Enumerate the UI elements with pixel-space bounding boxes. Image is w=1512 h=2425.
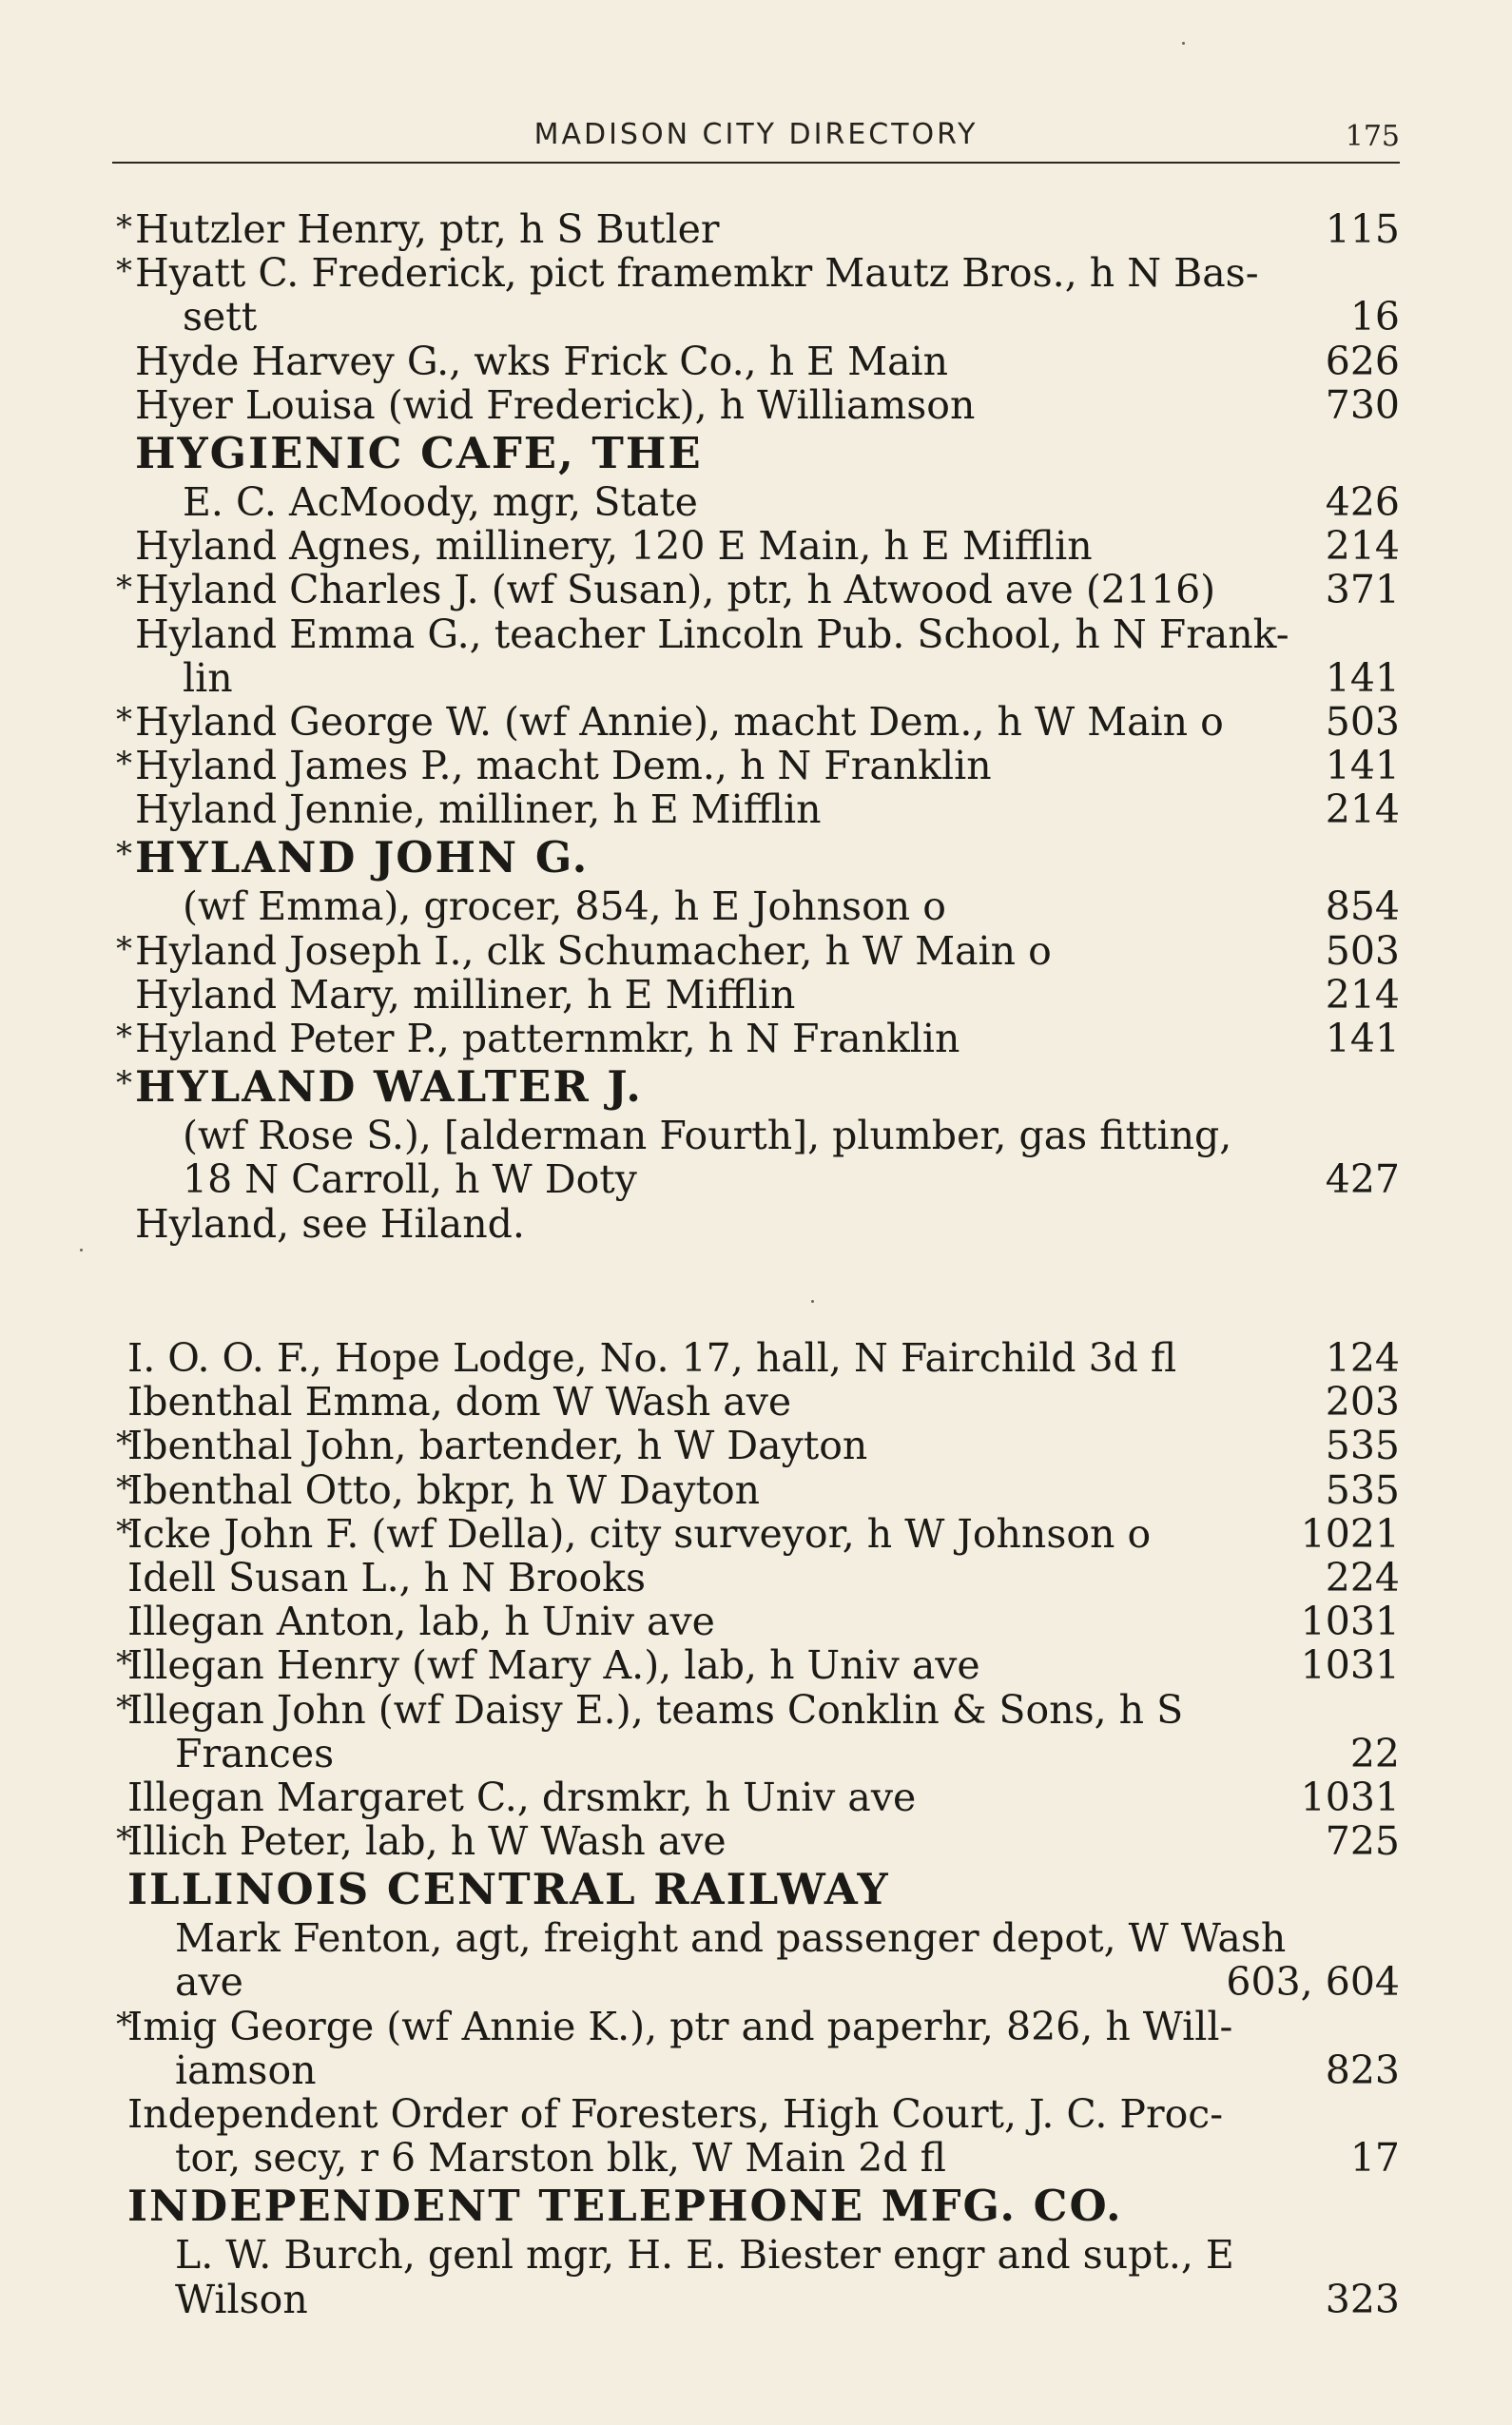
entry: Illegan Anton, lab, h Univ ave 1031 [127,1599,1400,1645]
entry: * Hutzler Henry, ptr, h S Butler 115 [116,206,1400,252]
entry-continuation: sett 16 [183,294,1400,340]
running-title: MADISON CITY DIRECTORY [533,118,979,151]
entries-i [107,1336,1400,2321]
business-heading: HYGIENIC CAFE, THE [135,427,703,478]
business-heading: * HYLAND JOHN G. [116,832,590,883]
entry-continuation: lin 141 [183,654,1400,701]
entry-continuation: 18 N Carroll, h W Doty 427 [183,1156,1400,1203]
entry: Hyland Jennie, milliner, h E Mifflin 214 [135,786,1400,833]
entry: * Illich Peter, lab, h W Wash ave 725 [116,1818,1400,1865]
entry: Idell Susan L., h N Brooks 224 [127,1554,1400,1600]
entry-continuation: (wf Rose S.), [alderman Fourth], plumber, gas fitting, [183,1113,1232,1159]
print-speck [811,1300,814,1303]
entry: * Illegan Henry (wf Mary A.), lab, h Univ ave 1031 [116,1642,1400,1689]
entry: * Ibenthal Otto, bkpr, h W Dayton 535 [116,1466,1400,1513]
entry: Hyde Harvey G., wks Frick Co., h E Main 626 [135,338,1400,384]
entry: Ibenthal Emma, dom W Wash ave 203 [127,1379,1400,1426]
entry: Hyland, see Hiland. [135,1200,525,1247]
entry: * Hyland George W. (wf Annie), macht Dem., h W Main o 503 [116,698,1400,745]
entry-continuation: Mark Fenton, agt, freight and passenger depot, W Wash [175,1915,1287,1962]
entry-continuation: ave 603, 604 [175,1959,1400,2006]
entry: I. O. O. F., Hope Lodge, No. 17, hall, N Fairchild 3d fl 124 [127,1335,1400,1381]
entry: Hyland Agnes, millinery, 120 E Main, h E Mifflin 214 [135,523,1400,570]
entry: * Hyland Peter P., patternmkr, h N Franklin 141 [116,1016,1400,1061]
entries-h [107,207,1400,1246]
business-heading: * HYLAND WALTER J. [116,1061,643,1113]
entry: Hyland Emma G., teacher Lincoln Pub. School, h N Frank- [135,611,1289,657]
entry-continuation: tor, secy, r 6 Marston blk, W Main 2d fl 17 [175,2135,1400,2182]
business-heading: INDEPENDENT TELEPHONE MFG. CO. [127,2181,1123,2232]
entry: * Icke John F. (wf Della), city surveyor, h W Johnson o 1021 [116,1510,1400,1557]
entry: * Hyland Joseph I., clk Schumacher, h W Main o 503 [116,927,1400,974]
print-speck [80,1249,83,1251]
entry-continuation: L. W. Burch, genl mgr, H. E. Biester engr and supt., E [175,2232,1234,2279]
entry: Illegan Margaret C., drsmkr, h Univ ave 1031 [127,1774,1400,1820]
entry-continuation: Wilson 323 [175,2276,1400,2322]
entry: * Hyland James P., macht Dem., h N Franklin 141 [116,743,1400,789]
business-heading: ILLINOIS CENTRAL RAILWAY [127,1864,890,1915]
entry: Independent Order of Foresters, High Court, J. C. Proc- [127,2091,1224,2137]
entry: Hyland Mary, milliner, h E Mifflin 214 [135,971,1400,1018]
entry-continuation: E. C. AcMoody, mgr, State 426 [183,478,1400,525]
page-number: 175 [1345,120,1400,153]
entry-continuation: (wf Emma), grocer, 854, h E Johnson o 854 [183,883,1400,930]
entry: * Ibenthal John, bartender, h W Dayton 535 [116,1423,1400,1469]
entry-continuation: Frances 22 [175,1730,1400,1776]
entry: * Hyland Charles J. (wf Susan), ptr, h Atwood ave (2116) 371 [116,567,1400,613]
page-header [112,114,1400,164]
entry: Hyer Louisa (wid Frederick), h Williamson 730 [135,381,1400,428]
entry-continuation: iamson 823 [175,2047,1400,2093]
entry: * Imig George (wf Annie K.), ptr and paperhr, 826, h Will- [116,2003,1233,2049]
entry: * Illegan John (wf Daisy E.), teams Conklin & Sons, h S [116,1686,1184,1733]
entry: * Hyatt C. Frederick, pict framemkr Mautz Bros., h N Bas- [116,250,1259,297]
print-speck [1182,42,1185,45]
